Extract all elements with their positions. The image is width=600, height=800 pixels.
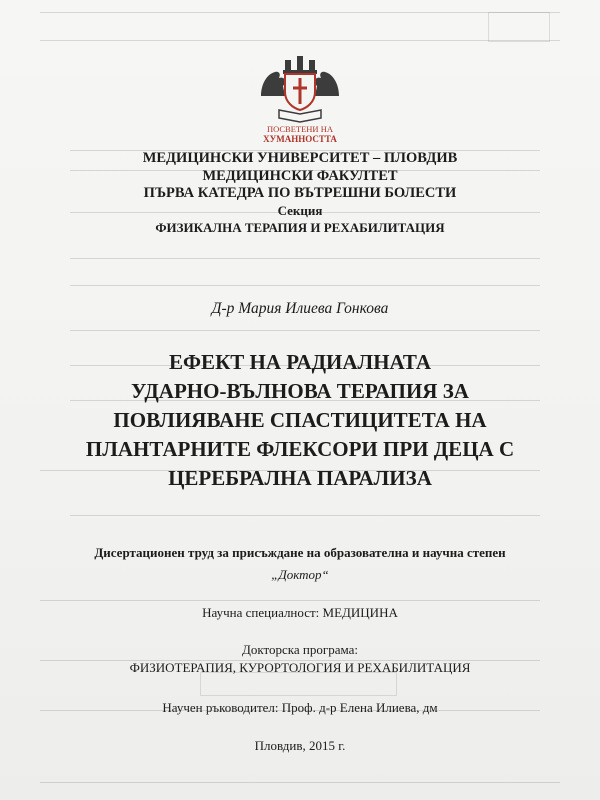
program-name: ФИЗИОТЕРАПИЯ, КУРОРТОЛОГИЯ И РЕХАБИЛИТАЦИЯ <box>129 660 471 675</box>
department-name: ПЪРВА КАТЕДРА ПО ВЪТРЕШНИ БОЛЕСТИ <box>143 185 457 201</box>
title-line: УДАРНО-ВЪЛНОВА ТЕРАПИЯ ЗА <box>131 379 469 403</box>
title-line: ПОВЛИЯВАНЕ СПАСТИЦИТЕТА НА <box>113 408 487 432</box>
open-book-icon <box>279 110 321 122</box>
show-through-line <box>40 12 560 13</box>
show-through-line <box>70 258 540 259</box>
show-through-line <box>40 782 560 783</box>
university-logo <box>255 52 345 144</box>
show-through-line <box>40 600 540 601</box>
university-name: МЕДИЦИНСКИ УНИВЕРСИТЕТ – ПЛОВДИВ <box>142 150 458 166</box>
logo-motto-line1: ПОСВЕТЕНИ НА <box>267 124 333 134</box>
title-line: ЦЕРЕБРАЛНА ПАРАЛИЗА <box>168 466 432 490</box>
supervisor: Научен ръководител: Проф. д-р Елена Илиева, дм <box>162 700 438 715</box>
dissertation-statement: Дисертационен труд за присъждане на образователна и научна степен <box>94 545 506 560</box>
show-through-line <box>70 330 540 331</box>
lion-right-icon <box>315 72 339 96</box>
place-and-date: Пловдив, 2015 г. <box>254 738 346 753</box>
faculty-name: МЕДИЦИНСКИ ФАКУЛТЕТ <box>202 168 398 184</box>
program-label: Докторска програма: <box>241 642 358 657</box>
degree-name: „Доктор“ <box>271 567 329 582</box>
section-label: Секция <box>277 203 323 218</box>
author-name: Д-р Мария Илиева Гонкова <box>211 300 389 317</box>
show-through-box <box>488 12 550 42</box>
logo-motto-line2: ХУМАННОСТТА <box>263 134 337 144</box>
title-line: ЕФЕКТ НА РАДИАЛНАТА <box>169 350 431 374</box>
section-name: ФИЗИКАЛНА ТЕРАПИЯ И РЕХАБИЛИТАЦИЯ <box>155 220 445 235</box>
lion-left-icon <box>261 72 285 96</box>
show-through-line <box>70 515 540 516</box>
dissertation-title <box>0 348 600 493</box>
title-line: ПЛАНТАРНИТЕ ФЛЕКСОРИ ПРИ ДЕЦА С <box>85 437 515 461</box>
scientific-specialty: Научна специалност: МЕДИЦИНА <box>202 605 398 620</box>
show-through-line <box>40 40 560 41</box>
show-through-line <box>70 285 540 286</box>
